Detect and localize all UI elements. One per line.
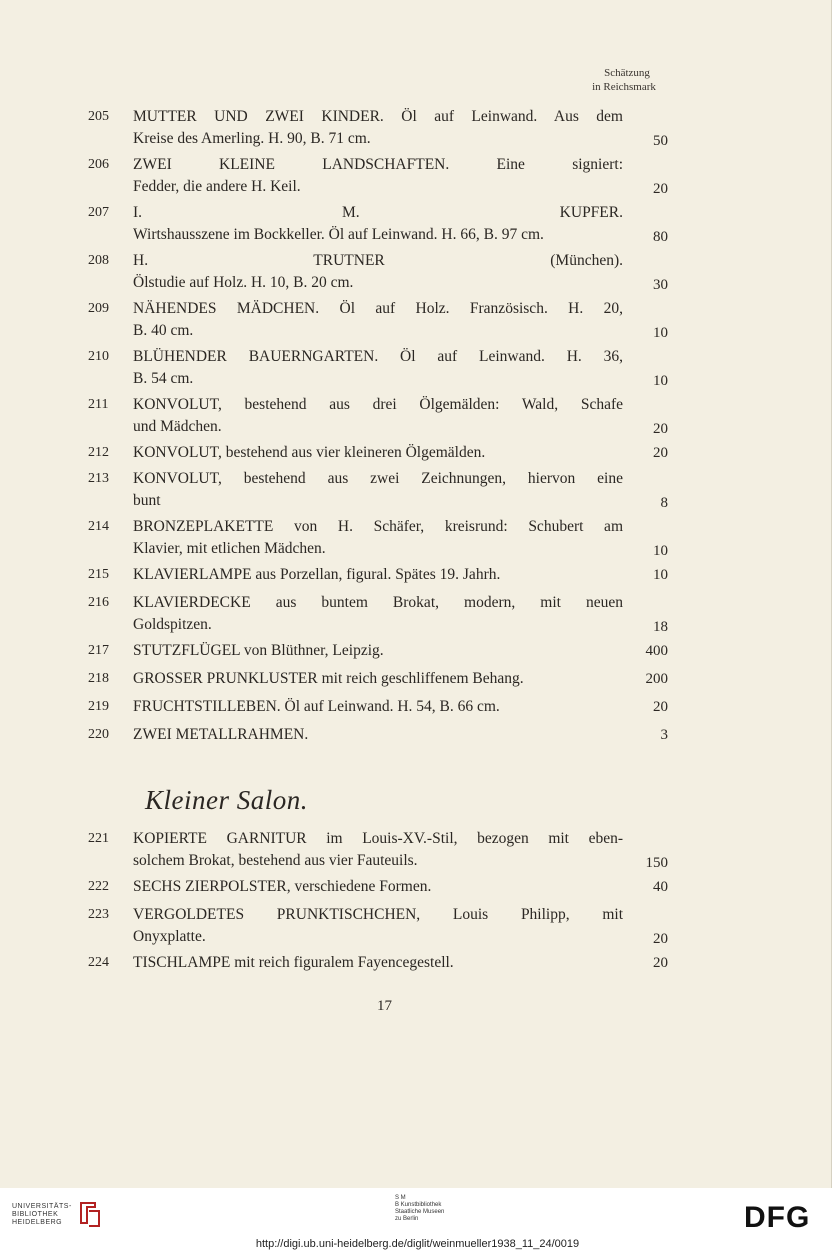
entry-number: 215 bbox=[88, 567, 109, 582]
entry-line: VERGOLDETES PRUNKTISCHCHEN, Louis Philipp, mit bbox=[133, 906, 623, 923]
entry-line: B. 54 cm. bbox=[133, 370, 194, 387]
entry-description bbox=[133, 828, 623, 872]
entry-price: 20 bbox=[653, 445, 668, 461]
entry-description bbox=[133, 516, 623, 560]
entry-number: 222 bbox=[88, 879, 109, 894]
entry-line: Onyxplatte. bbox=[133, 928, 206, 945]
entry-number: 212 bbox=[88, 445, 109, 460]
entry-line: KONVOLUT, bestehend aus vier kleineren Ölgemälden. bbox=[133, 444, 486, 461]
entry-line: ZWEI KLEINE LANDSCHAFTEN. Eine signiert: bbox=[133, 156, 623, 173]
source-url[interactable]: http://digi.ub.uni-heidelberg.de/diglit/weinmueller1938_11_24/0019 bbox=[255, 1238, 580, 1250]
entry-number: 220 bbox=[88, 727, 109, 742]
dfg-logo bbox=[744, 1202, 824, 1230]
entry-number: 208 bbox=[88, 253, 109, 268]
entry-description bbox=[133, 154, 623, 198]
entry-line: Fedder, die andere H. Keil. bbox=[133, 178, 301, 195]
page-number: 17 bbox=[377, 998, 392, 1014]
entry-price: 10 bbox=[653, 543, 668, 559]
entry-number: 219 bbox=[88, 699, 109, 714]
entry-number: 223 bbox=[88, 907, 109, 922]
entry-price: 50 bbox=[653, 133, 668, 149]
header-line-2: in Reichsmark bbox=[592, 81, 656, 93]
institution-line-3: Staatliche Museen bbox=[395, 1209, 445, 1215]
entry-line: MUTTER UND ZWEI KINDER. Öl auf Leinwand. Aus dem bbox=[133, 108, 623, 125]
entry-description bbox=[133, 346, 623, 390]
entry-line: TISCHLAMPE mit reich figuralem Fayencegestell. bbox=[133, 954, 454, 971]
entry-line: I. M. KUPFER. bbox=[133, 204, 623, 221]
institution-info bbox=[395, 1195, 444, 1223]
entry-description bbox=[133, 298, 623, 342]
library-line-2: BIBLIOTHEK bbox=[12, 1211, 59, 1218]
entry-number: 221 bbox=[88, 831, 109, 846]
entry-description bbox=[133, 696, 623, 718]
entry-price: 20 bbox=[653, 699, 668, 715]
entry-description bbox=[133, 668, 623, 690]
entry-description bbox=[133, 904, 623, 948]
institution-line-4: zu Berlin bbox=[395, 1216, 419, 1222]
entry-description bbox=[133, 952, 623, 974]
entry-number: 210 bbox=[88, 349, 109, 364]
entry-line: FRUCHTSTILLEBEN. Öl auf Leinwand. H. 54, B. 66 cm. bbox=[133, 698, 500, 715]
entry-number: 216 bbox=[88, 595, 109, 610]
entry-price: 10 bbox=[653, 325, 668, 341]
header-line-1: Schätzung bbox=[604, 67, 650, 79]
library-name bbox=[12, 1203, 72, 1227]
entry-line: Goldspitzen. bbox=[133, 616, 212, 633]
entry-line: KONVOLUT, bestehend aus zwei Zeichnungen, hiervon eine bbox=[133, 470, 623, 487]
institution-line-2: B Kunstbibliothek bbox=[395, 1202, 442, 1208]
entry-number: 213 bbox=[88, 471, 109, 486]
library-logo-icon bbox=[77, 1199, 101, 1227]
entry-price: 400 bbox=[645, 643, 668, 659]
entry-line: KOPIERTE GARNITUR im Louis-XV.-Stil, bezogen mit eben- bbox=[133, 830, 623, 847]
entry-line: GROSSER PRUNKLUSTER mit reich geschliffenem Behang. bbox=[133, 670, 524, 687]
entry-price: 18 bbox=[653, 619, 668, 635]
entry-price: 10 bbox=[653, 373, 668, 389]
viewer-footer bbox=[0, 1188, 835, 1251]
entry-line: und Mädchen. bbox=[133, 418, 222, 435]
entry-line: KLAVIERLAMPE aus Porzellan, figural. Spätes 19. Jahrh. bbox=[133, 566, 501, 583]
entry-description bbox=[133, 394, 623, 438]
entry-line: ZWEI METALLRAHMEN. bbox=[133, 726, 309, 743]
entry-price: 20 bbox=[653, 955, 668, 971]
entry-description bbox=[133, 592, 623, 636]
entry-description bbox=[133, 106, 623, 150]
entry-description bbox=[133, 724, 623, 746]
entry-number: 207 bbox=[88, 205, 109, 220]
entry-line: BLÜHENDER BAUERNGARTEN. Öl auf Leinwand. H. 36, bbox=[133, 348, 623, 365]
entry-line: B. 40 cm. bbox=[133, 322, 194, 339]
entry-description bbox=[133, 468, 623, 512]
entry-line: bunt bbox=[133, 492, 161, 509]
entry-description bbox=[133, 250, 623, 294]
library-line-1: UNIVERSITÄTS- bbox=[12, 1203, 72, 1210]
entry-line: Klavier, mit etlichen Mädchen. bbox=[133, 540, 326, 557]
entry-line: STUTZFLÜGEL von Blüthner, Leipzig. bbox=[133, 642, 384, 659]
entry-line: NÄHENDES MÄDCHEN. Öl auf Holz. Französisch. H. 20, bbox=[133, 300, 623, 317]
entry-number: 206 bbox=[88, 157, 109, 172]
entry-line: Ölstudie auf Holz. H. 10, B. 20 cm. bbox=[133, 274, 354, 291]
price-column-header bbox=[592, 66, 658, 94]
entry-price: 10 bbox=[653, 567, 668, 583]
entry-line: KLAVIERDECKE aus buntem Brokat, modern, mit neuen bbox=[133, 594, 623, 611]
entry-description bbox=[133, 564, 623, 586]
entry-price: 40 bbox=[653, 879, 668, 895]
entry-line: KONVOLUT, bestehend aus drei Ölgemälden: Wald, Schafe bbox=[133, 396, 623, 413]
entry-price: 200 bbox=[645, 671, 668, 687]
entry-price: 150 bbox=[645, 855, 668, 871]
entry-line: solchem Brokat, bestehend aus vier Fauteuils. bbox=[133, 852, 418, 869]
entry-number: 205 bbox=[88, 109, 109, 124]
section-title: Kleiner Salon. bbox=[145, 785, 308, 815]
entry-price: 3 bbox=[660, 727, 668, 743]
entry-description bbox=[133, 442, 623, 464]
entry-number: 211 bbox=[88, 397, 109, 412]
library-line-3: HEIDELBERG bbox=[12, 1219, 63, 1226]
entry-price: 8 bbox=[660, 495, 668, 511]
dfg-logo-text: DFG bbox=[744, 1202, 811, 1230]
entry-description bbox=[133, 640, 623, 662]
entry-number: 218 bbox=[88, 671, 109, 686]
entry-line: Wirtshausszene im Bockkeller. Öl auf Leinwand. H. 66, B. 97 cm. bbox=[133, 226, 544, 243]
entry-line: BRONZEPLAKETTE von H. Schäfer, kreisrund: Schubert am bbox=[133, 518, 623, 535]
entry-description bbox=[133, 202, 623, 246]
entry-price: 20 bbox=[653, 181, 668, 197]
entry-price: 80 bbox=[653, 229, 668, 245]
entry-price: 20 bbox=[653, 421, 668, 437]
entry-line: H. TRUTNER (München). bbox=[133, 252, 623, 269]
entry-price: 20 bbox=[653, 931, 668, 947]
entry-number: 209 bbox=[88, 301, 109, 316]
entry-price: 30 bbox=[653, 277, 668, 293]
entry-line: SECHS ZIERPOLSTER, verschiedene Formen. bbox=[133, 878, 432, 895]
institution-line-1: S M bbox=[395, 1195, 406, 1201]
entry-number: 217 bbox=[88, 643, 109, 658]
entry-number: 224 bbox=[88, 955, 109, 970]
entry-description bbox=[133, 876, 623, 898]
entry-number: 214 bbox=[88, 519, 109, 534]
entry-line: Kreise des Amerling. H. 90, B. 71 cm. bbox=[133, 130, 371, 147]
